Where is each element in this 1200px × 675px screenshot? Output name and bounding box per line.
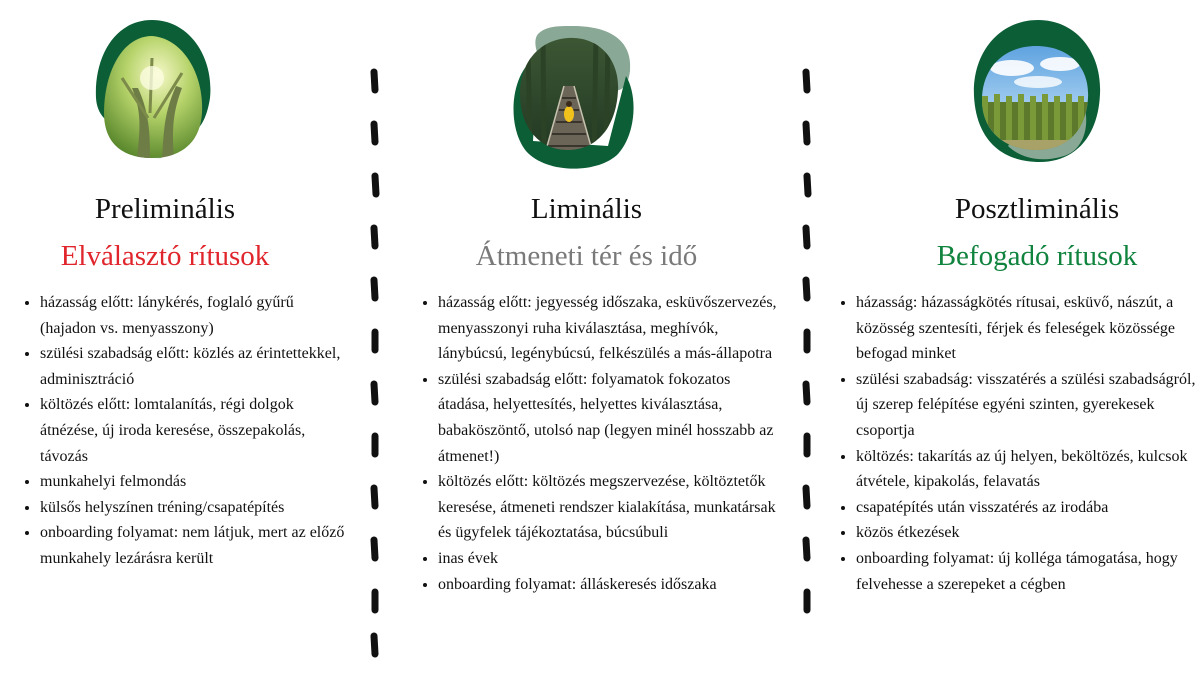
column-subtitle: Átmeneti tér és idő [475, 240, 698, 272]
column-subtitle: Elválasztó rítusok [60, 240, 270, 272]
preliminal-list [22, 290, 350, 572]
list-item: • onboarding folyamat: új kolléga támogatása, hogy felvehesse a szerepeket a cégben [856, 546, 1200, 597]
column-subtitle: Befogadó rítusok [936, 240, 1138, 272]
list-item: • munkahelyi felmondás [40, 469, 350, 495]
list-item: • házasság: házasságkötés rítusai, esküvő, nászút, a közösség szentesíti, férjek és feleségek közössége befogad minket [856, 290, 1200, 367]
column-title: Liminális [530, 193, 643, 225]
list-item: • költözés: takarítás az új helyen, beköltözés, kulcsok átvétele, kipakolás, felavatás [856, 444, 1200, 495]
column-postliminal [830, 0, 1200, 675]
list-item: • költözés előtt: költözés megszervezése, költöztetők keresése, átmeneti rendszer kialakítása, munkatársak és ügyfelek tájékoztatása, búcsúbuli [438, 469, 778, 546]
list-item: • szülési szabadság: visszatérés a szülési szabadságról, új szerep felépítése egyéni szinten, gyerekesek csoportja [856, 367, 1200, 444]
dashed-divider-left [368, 68, 382, 658]
list-item: • csapatépítés után visszatérés az irodába [856, 495, 1200, 521]
treeline-sky-badge [968, 16, 1106, 164]
list-item: • szülési szabadság előtt: folyamatok fokozatos átadása, helyettesítés, helyettes kiválasztása, babaköszöntő, utolsó nap (legyen minél hosszabb az átmenet!) [438, 367, 778, 469]
column-title: Posztliminális [954, 193, 1120, 225]
list-item: • onboarding folyamat: nem látjuk, mert az előző munkahely lezárásra került [40, 520, 350, 571]
list-item: • szülési szabadság előtt: közlés az érintettekkel, adminisztráció [40, 341, 350, 392]
list-item: • onboarding folyamat: álláskeresés időszaka [438, 572, 778, 598]
column-liminal [410, 0, 777, 675]
liminal-list [420, 290, 778, 597]
bridge-forest-badge [508, 26, 638, 171]
list-item: • házasság előtt: lánykérés, foglaló gyűrű (hajadon vs. menyasszony) [40, 290, 350, 341]
postliminal-list [838, 290, 1200, 597]
list-item: • közös étkezések [856, 520, 1200, 546]
list-item: • házasság előtt: jegyesség időszaka, esküvőszervezés, menyasszonyi ruha kiválasztása, meghívók, lánybúcsú, legénybúcsú, felkészülés a más-állapotra [438, 290, 778, 367]
dashed-divider-right [800, 68, 814, 658]
list-item: • inas évek [438, 546, 778, 572]
list-item: • külsős helyszínen tréning/csapatépítés [40, 495, 350, 521]
column-title: Preliminális [94, 193, 236, 225]
tree-canopy-badge [92, 18, 212, 160]
column-preliminal [0, 0, 345, 675]
list-item: • költözés előtt: lomtalanítás, régi dolgok átnézése, új iroda keresése, összepakolás, távozás [40, 392, 350, 469]
